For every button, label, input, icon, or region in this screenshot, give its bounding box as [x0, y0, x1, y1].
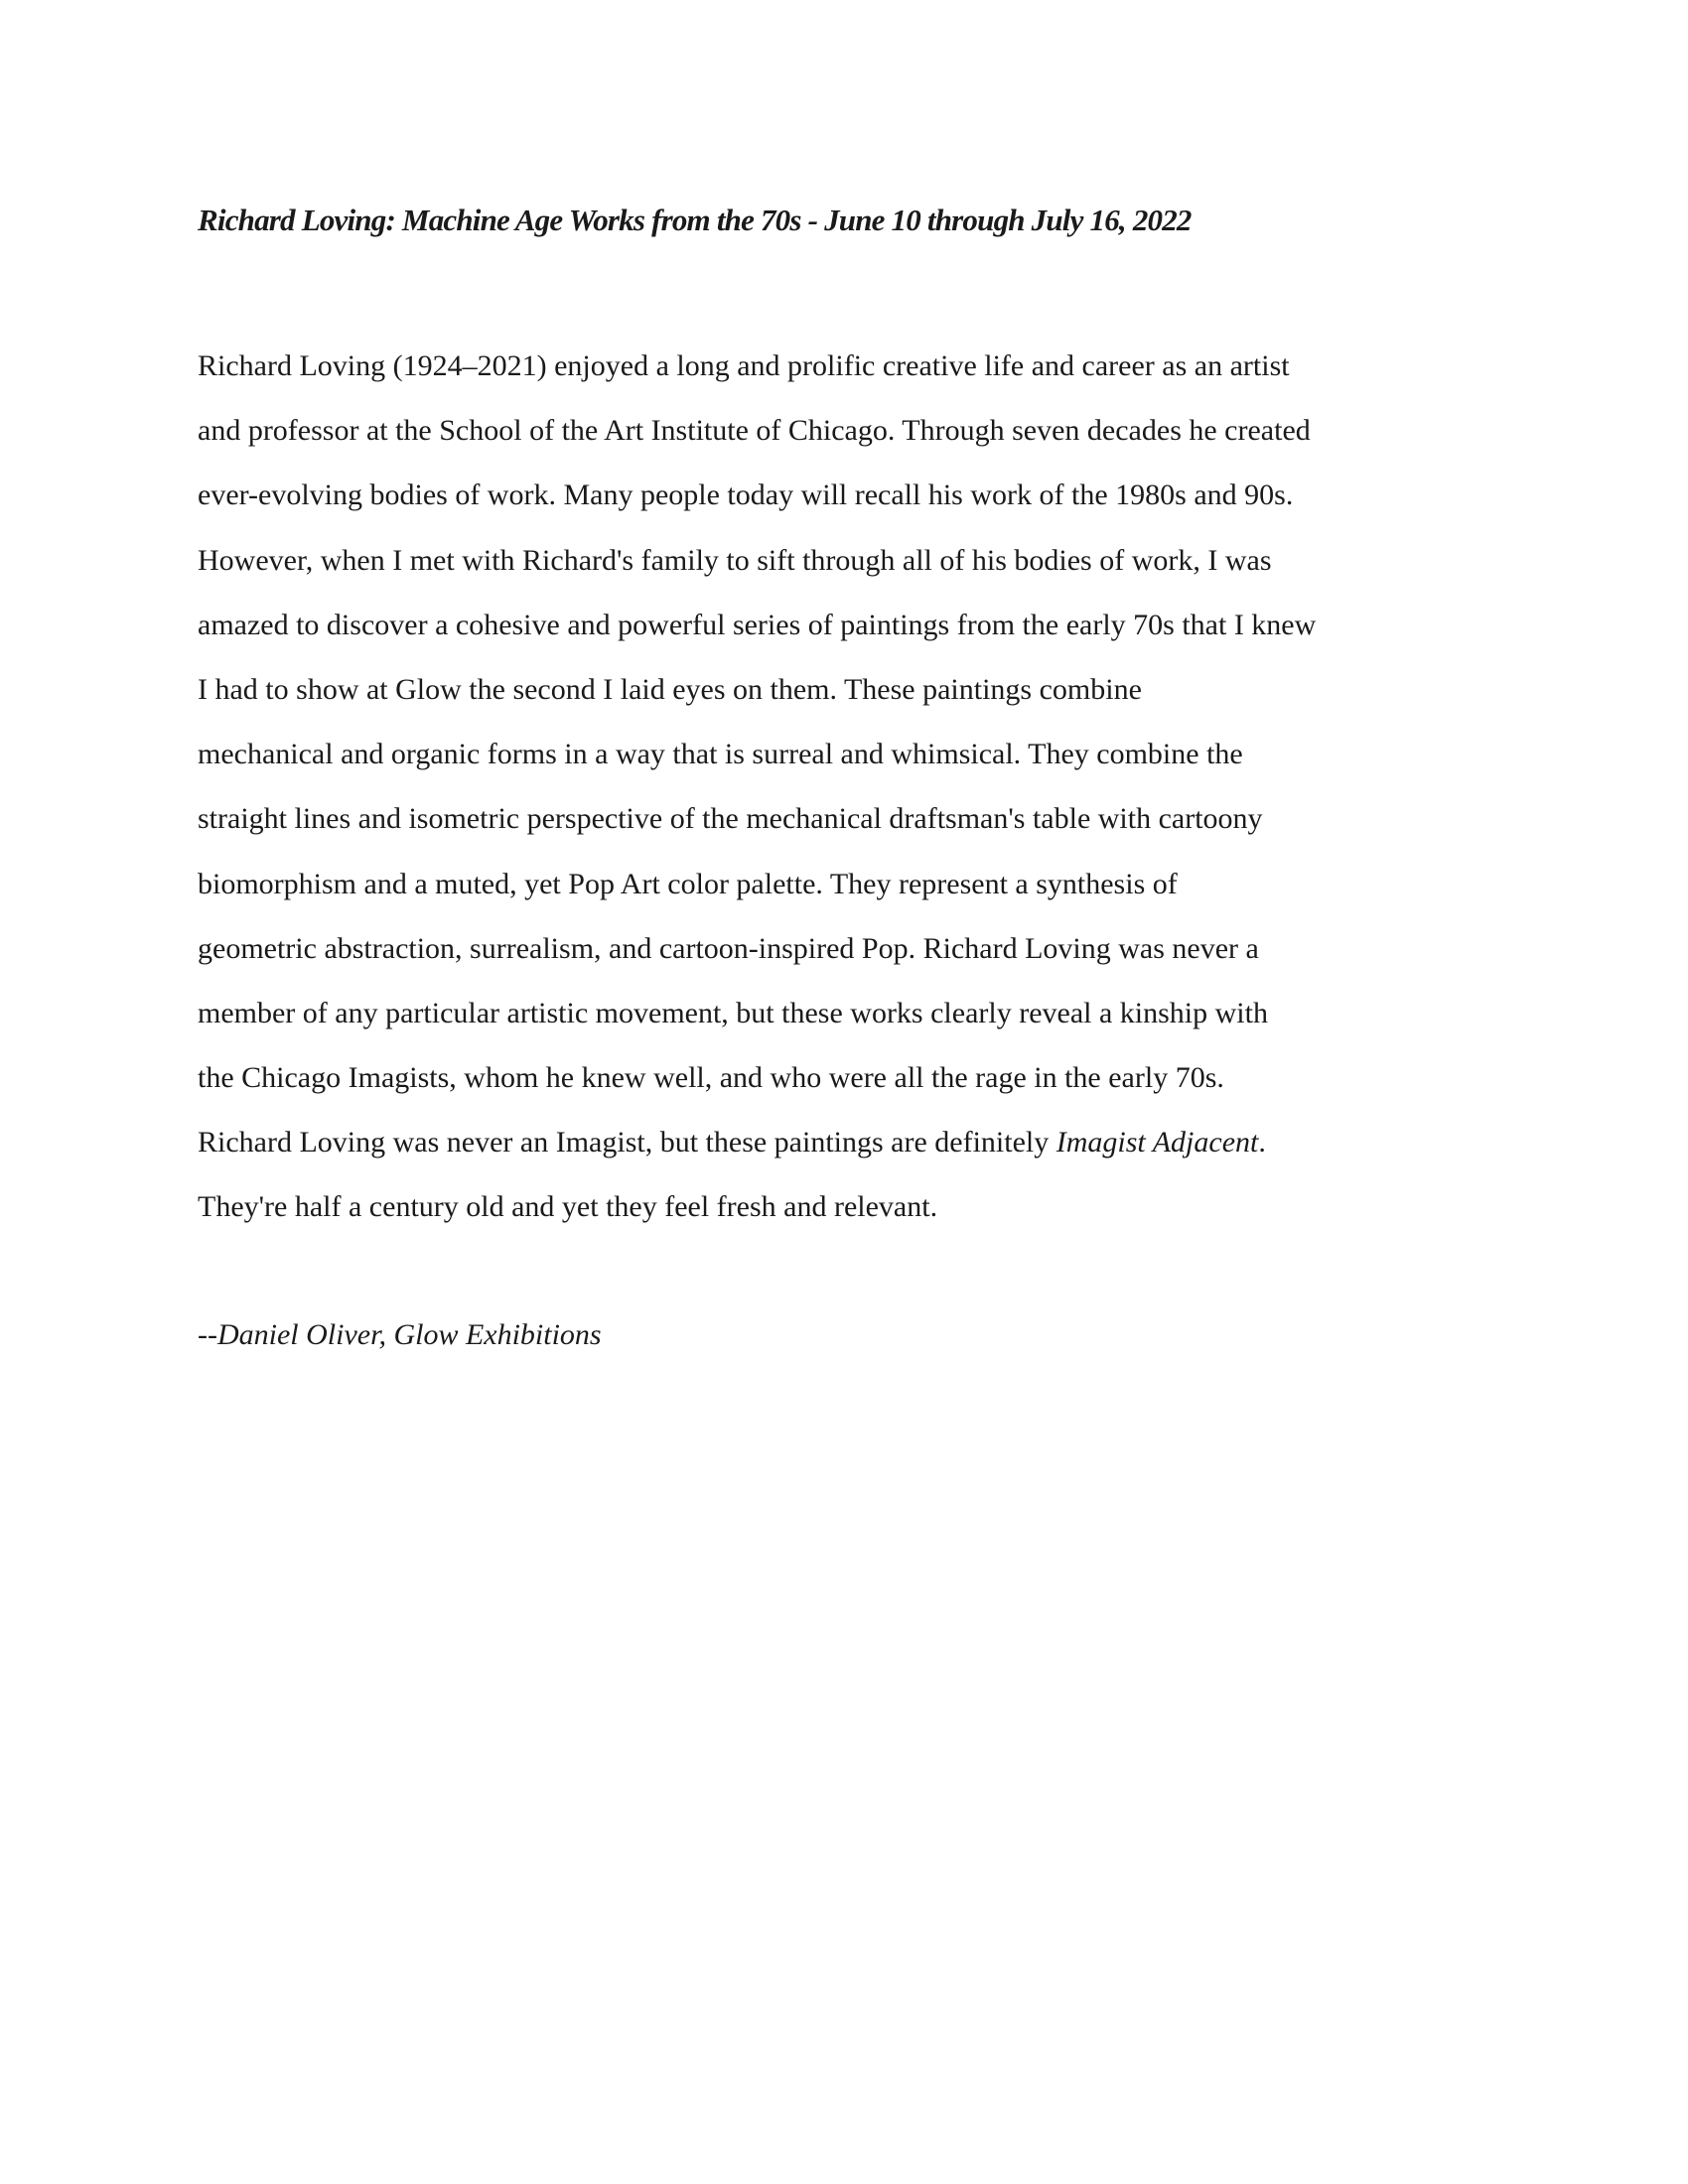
italic-phrase: Imagist Adjacent: [1055, 1126, 1259, 1160]
body-line: mechanical and organic forms in a way that is surreal and whimsical. They combine the: [198, 738, 1243, 771]
body-line: [198, 1110, 1316, 1174]
body-line: However, when I met with Richard's family to sift through all of his bodies of work, I was: [198, 543, 1272, 577]
body-line: geometric abstraction, surrealism, and cartoon-inspired Pop. Richard Loving was never a: [198, 931, 1259, 965]
body-line: They're half a century old and yet they feel fresh and relevant.: [198, 1190, 938, 1224]
body-line: member of any particular artistic movement, but these works clearly reveal a kinship with: [198, 996, 1268, 1029]
body-text: .: [1258, 1126, 1266, 1160]
body-line: I had to show at Glow the second I laid eyes on them. These paintings combine: [198, 672, 1142, 706]
body-line: biomorphism and a muted, yet Pop Art color palette. They represent a synthesis of: [198, 867, 1178, 900]
signature: --Daniel Oliver, Glow Exhibitions: [198, 1318, 602, 1351]
body-line: ever-evolving bodies of work. Many people today will recall his work of the 1980s and 90s.: [198, 478, 1294, 512]
body-line: straight lines and isometric perspective of the mechanical draftsman's table with cartoony: [198, 802, 1263, 836]
body-paragraph: [198, 334, 1316, 1240]
body-line: the Chicago Imagists, whom he knew well, and who were all the rage in the early 70s.: [198, 1061, 1224, 1095]
document-title: Richard Loving: Machine Age Works from the 70s - June 10 through July 16, 2022: [198, 203, 1192, 237]
body-line: and professor at the School of the Art Institute of Chicago. Through seven decades he created: [198, 414, 1311, 448]
body-line: amazed to discover a cohesive and powerful series of paintings from the early 70s that I knew: [198, 608, 1317, 641]
body-line: Richard Loving (1924–2021) enjoyed a long and prolific creative life and career as an artist: [198, 349, 1290, 382]
body-text: Richard Loving was never an Imagist, but these paintings are definitely: [198, 1126, 1056, 1160]
